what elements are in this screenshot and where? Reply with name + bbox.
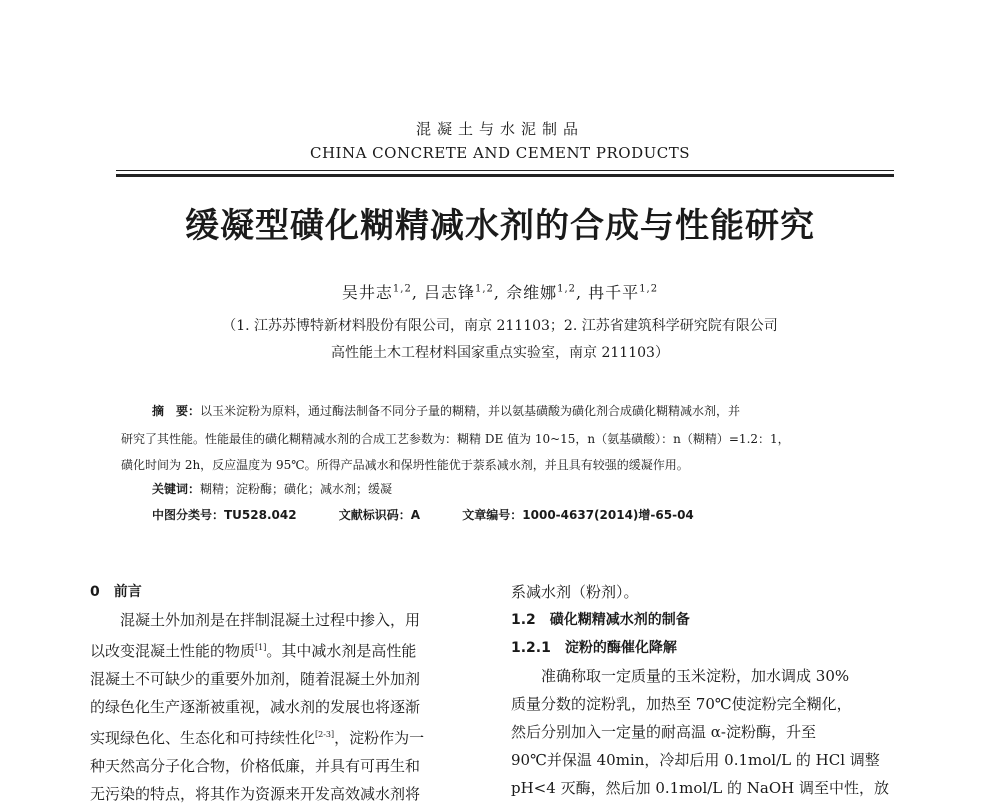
author-name: 佘维娜 [506,283,558,302]
author-aff: 1,2 [392,283,412,295]
header-rule-thick [116,174,894,177]
body-line: 混凝土不可缺少的重要外加剂，随着混凝土外加剂 [90,670,421,688]
abstract-line-3: 磺化时间为 2h，反应温度为 95℃。所得产品减水和保坍性能优于萘系减水剂，并且具有较强的缓凝作用。 [121,458,689,472]
author-aff: 1,2 [475,283,494,295]
journal-name-cn: 混凝土与水泥制品 [415,120,584,138]
author-name: 冉千平 [588,283,640,302]
keywords-label: 关键词： [152,482,201,496]
author-aff: 1,2 [639,283,659,295]
journal-name-en: CHINA CONCRETE AND CEMENT PRODUCTS [309,144,691,162]
body-line: 质量分数的淀粉乳，加热至 70℃使淀粉完全糊化， [511,695,852,713]
body-line: 种天然高分子化合物，价格低廉，并具有可再生和 [90,757,421,775]
subsection-heading: 1.2 磺化糊精减水剂的制备 [511,612,690,628]
body-line: 无污染的特点，将其作为资源来开发高效减水剂将 [90,785,421,803]
author-aff: 1,2 [557,283,576,295]
affiliation-line-1: （1. 江苏苏博特新材料股份有限公司，南京 211103；2. 江苏省建筑科学研究院有限公司 [222,318,778,334]
body-line: 系减水剂（粉剂）。 [511,583,639,601]
citation: [1] [255,643,267,652]
author-name: 吕志锋 [423,283,475,302]
body-line: 90℃并保温 40min，冷却后用 0.1mol/L 的 HCl 调整 [511,751,880,769]
document-code: 文献标识码：A [338,508,421,522]
right-column [511,578,931,802]
body-line: 混凝土外加剂是在拌制混凝土过程中掺入，用 [120,611,421,629]
body-line: 以改变混凝土性能的物质[1]。其中减水剂是高性能 [90,642,417,660]
abstract-line-1 [152,402,740,419]
affiliation-line-2: 高性能土木工程材料国家重点实验室，南京 211103） [331,345,669,361]
body-line: pH<4 灭酶，然后加 0.1mol/L 的 NaOH 调至中性，放 [511,779,890,797]
header-rule-thin [116,170,894,171]
section-heading: 0 前言 [90,584,142,600]
article-number: 文章编号：1000-4637(2014)增-65-04 [462,508,694,522]
paper-title: 缓凝型磺化糊精减水剂的合成与性能研究 [185,206,815,246]
keywords [152,480,392,497]
keywords-text: 糊精；淀粉酶；磺化；减水剂；缓凝 [200,482,393,496]
body-line: 准确称取一定质量的玉米淀粉，加水调成 30% [541,667,850,685]
clc-number: 中图分类号：TU528.042 [152,508,297,522]
author-list: 吴井志$^{1,2}$, 吕志锋$^{1,2}$, 佘维娜$^{1,2}$, 冉千平$^{1,2}$ [341,283,659,302]
citation: [2-3] [315,730,335,739]
classification-line [152,506,732,523]
body-line: 实现绿色化、生态化和可持续性化[2-3]，淀粉作为一 [90,729,425,747]
abstract-label: 摘 要： [152,404,201,418]
left-column [90,578,510,808]
abstract-text: 以玉米淀粉为原料，通过酶法制备不同分子量的糊精，并以氨基磺酸为磺化剂合成磺化糊精减水剂，并 [200,404,741,418]
body-line: 然后分别加入一定量的耐高温 α-淀粉酶，升至 [511,723,816,741]
body-line: 的绿色化生产逐渐被重视，减水剂的发展也将逐渐 [90,698,421,716]
author-name: 吴井志 [341,283,393,302]
subsubsection-heading: 1.2.1 淀粉的酶催化降解 [511,640,677,656]
abstract-line-2: 研究了其性能。性能最佳的磺化糊精减水剂的合成工艺参数为：糊精 DE 值为 10~15，n（氨基磺酸）：n（糊精）=1.2：1， [121,432,790,446]
